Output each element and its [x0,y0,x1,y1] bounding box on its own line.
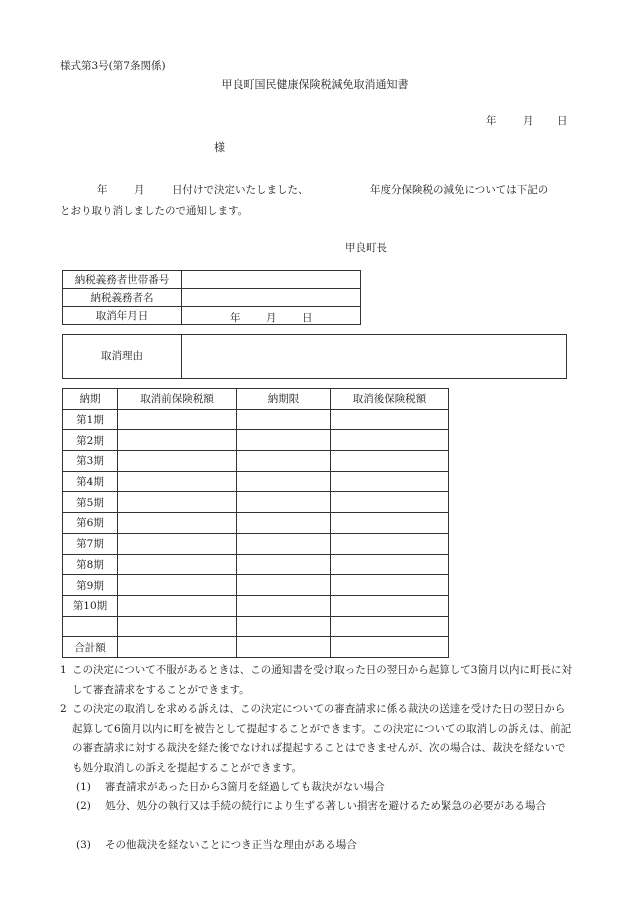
issue-date-year: 年 [486,115,497,127]
installment-cell [118,637,237,658]
installment-row [63,533,449,554]
installment-cell [237,575,331,596]
installment-cell [331,492,449,513]
installment-cell [118,471,237,492]
body-day-decided: 日付けで決定いたしました、 [172,184,309,196]
installment-cell [118,513,237,534]
header-tax-after: 取消後保険税額 [331,389,449,410]
info-label: 取消年月日 [63,307,182,325]
note-1 [60,661,575,700]
installment-cell [331,637,449,658]
installment-row [63,471,449,492]
installment-cell [331,409,449,430]
form-number: 様式第3号(第7条関係) [60,60,166,72]
header-tax-before: 取消前保険税額 [118,389,237,410]
installment-period-label: 第4期 [63,471,118,492]
installment-row [63,409,449,430]
note-number: 1 [60,664,67,676]
installment-row [63,554,449,575]
cancel-reason-label: 取消理由 [63,335,182,378]
installment-cell [237,471,331,492]
sub-number: (1) [76,781,91,793]
installment-period-label: 第9期 [63,575,118,596]
installment-cell [237,554,331,575]
installment-cell [118,616,237,637]
installment-cell [237,533,331,554]
body-month: 月 [134,184,145,196]
info-row-taxpayer-name [63,289,361,307]
issue-date-month: 月 [523,115,534,127]
installment-row [63,430,449,451]
installment-row [63,595,449,616]
info-row-cancel-date [63,307,361,325]
installment-cell [237,616,331,637]
sub-text: 審査請求があった日から3箇月を経過しても裁決がない場合 [105,781,385,793]
installment-cell [331,430,449,451]
info-row-household-number [63,271,361,289]
body-fiscal-year-tax: 年度分保険税の減免については下記の [370,184,549,196]
installment-cell [331,471,449,492]
installment-cell [331,616,449,637]
note-text: この決定について不服があるときは、この通知書を受け取った日の翌日から起算して3箇月以内に町長に対して審査請求をすることができます。 [72,664,572,696]
installment-cell [237,513,331,534]
installment-cell [118,492,237,513]
installment-cell [331,533,449,554]
sub-text: その他裁決を経ないことにつき正当な理由がある場合 [105,839,357,851]
note-2 [60,700,575,778]
installment-period-label: 合計額 [63,637,118,658]
note-text: この決定の取消しを求める訴えは、この決定についての審査請求に係る裁決の送達を受けた日の翌日から起算して6箇月以内に町を被告として提起することができます。この決定についての取消しの訴えは、前記の審査請求に対する裁決を経た後でなければ提起することはできませんが、次の場合は、裁決を経ないでも処分取消しの訴えを提起することができます。 [72,703,572,774]
body-line-2: とおり取り消しましたので通知します。 [60,205,249,217]
installment-cell [331,575,449,596]
note-number: 2 [60,703,67,715]
installment-cell [237,595,331,616]
document-title: 甲良町国民健康保険税減免取消通知書 [221,78,409,91]
installment-row [63,616,449,637]
info-value-cell [182,289,361,307]
issue-date-day: 日 [557,115,568,127]
header-due-date: 納期限 [237,389,331,410]
installment-cell [331,451,449,472]
installment-cell [331,595,449,616]
installment-row [63,451,449,472]
installment-period-label: 第1期 [63,409,118,430]
info-label: 納税義務者名 [63,289,182,307]
addressee-honorific: 様 [214,141,225,154]
installment-row [63,637,449,658]
cancel-date-day: 日 [302,312,313,324]
installment-cell [237,492,331,513]
note-2-sub-2 [76,797,572,817]
taxpayer-info-table [62,270,361,325]
installment-period-label: 第8期 [63,554,118,575]
cancel-reason-box [62,334,567,379]
installment-cell [118,533,237,554]
installment-cell [237,637,331,658]
installment-period-label: 第7期 [63,533,118,554]
installment-cell [118,554,237,575]
installment-period-label [63,616,118,637]
installment-table [62,388,449,658]
installment-row [63,492,449,513]
installment-row [63,513,449,534]
installment-cell [118,595,237,616]
installment-cell [331,513,449,534]
issuer-mayor: 甲良町長 [345,242,387,254]
installment-period-label: 第2期 [63,430,118,451]
info-value-cell [182,271,361,289]
installment-cell [237,430,331,451]
note-2-sub-1 [76,778,576,798]
sub-text: 処分、処分の執行又は手続の続行により生ずる著しい損害を避けるため緊急の必要がある場合 [105,800,546,812]
installment-period-label: 第3期 [63,451,118,472]
body-year: 年 [97,184,108,196]
note-2-sub-3 [76,836,576,856]
sub-number: (3) [76,839,91,851]
installment-period-label: 第10期 [63,595,118,616]
installment-cell [237,409,331,430]
installment-cell [118,430,237,451]
cancel-date-cell [182,307,361,325]
installment-cell [118,451,237,472]
sub-number: (2) [76,800,91,812]
header-period: 納期 [63,389,118,410]
cancel-date-month: 月 [266,312,277,324]
cancel-date-year: 年 [230,312,241,324]
installment-cell [331,554,449,575]
installment-cell [118,409,237,430]
installment-cell [118,575,237,596]
installment-period-label: 第6期 [63,513,118,534]
installment-cell [237,451,331,472]
installment-header-row [63,389,449,410]
info-label: 納税義務者世帯番号 [63,271,182,289]
installment-period-label: 第5期 [63,492,118,513]
installment-row [63,575,449,596]
